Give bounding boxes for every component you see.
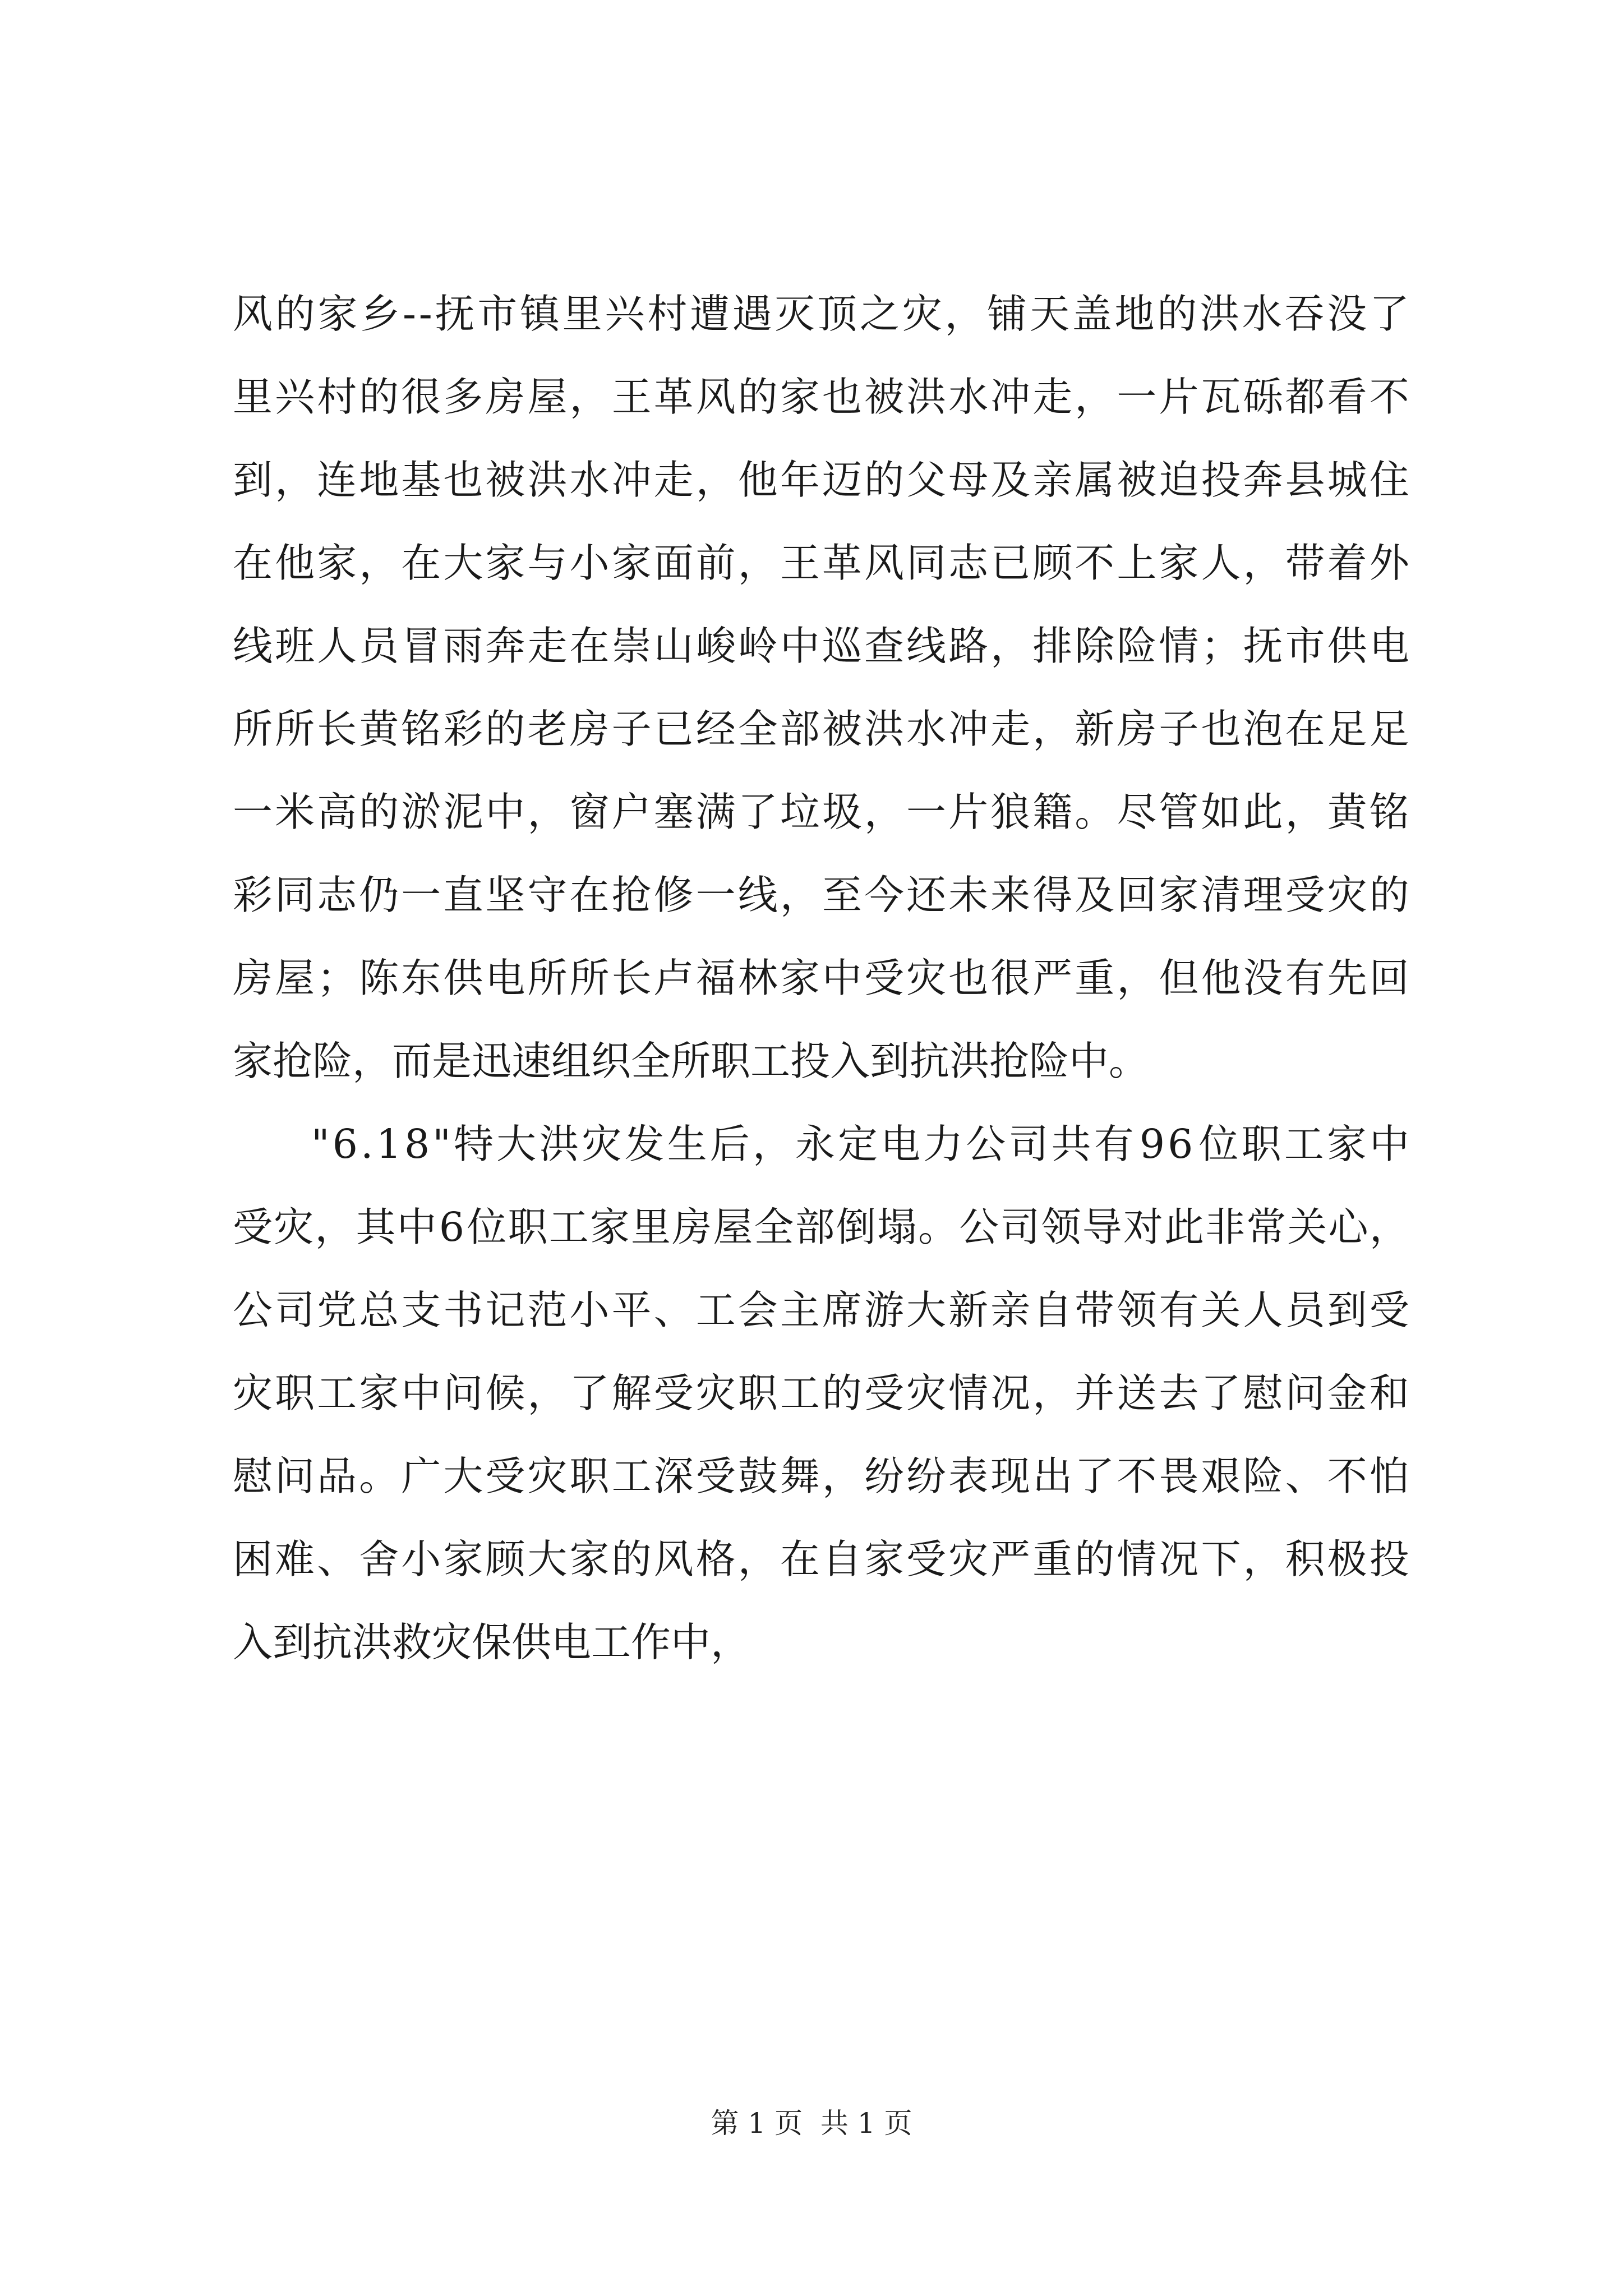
paragraph-1-line-1: 风 的 家 乡 - - 抚 市 镇 里 兴 村 遭 遇 灭 顶 之 灾 ， 铺 天 盖 地 的 洪 水 吞 没 了	[233, 291, 1409, 337]
paragraph-1-line-2: 里 兴 村 的 很 多 房 屋 ， 王 革 风 的 家 也 被 洪 水 冲 走 ， 一 片 瓦 砾 都 看 不	[233, 374, 1409, 420]
paragraph-2-line-5: 慰 问 品 。 广 大 受 灾 职 工 深 受 鼓 舞 ， 纷 纷 表 现 出 了 不 畏 艰 险 、 不 怕	[233, 1453, 1409, 1499]
paragraph-1-line-4: 在 他 家 ， 在 大 家 与 小 家 面 前 ， 王 革 风 同 志 已 顾 不 上 家 人 ， 带 着 外	[233, 540, 1409, 586]
paragraph-2-line-2: 受 灾 ， 其 中 6 位 职 工 家 里 房 屋 全 部 倒 塌 。 公 司 领 导 对 此 非 常 关 心 ，	[233, 1204, 1409, 1250]
document-body	[233, 273, 1409, 1684]
paragraph-1-line-9: 房 屋 ； 陈 东 供 电 所 所 长 卢 福 林 家 中 受 灾 也 很 严 重 ， 但 他 没 有 先 回	[233, 955, 1409, 1001]
paragraph-1-line-7: 一 米 高 的 淤 泥 中 ， 窗 户 塞 满 了 垃 圾 ， 一 片 狼 籍 。 尽 管 如 此 ， 黄 铭	[233, 789, 1409, 835]
paragraph-1-line-3: 到 ， 连 地 基 也 被 洪 水 冲 走 ， 他 年 迈 的 父 母 及 亲 属 被 迫 投 奔 县 城 住	[233, 457, 1409, 503]
paragraph-2-line-3: 公 司 党 总 支 书 记 范 小 平 、 工 会 主 席 游 大 新 亲 自 带 领 有 关 人 员 到 受	[233, 1287, 1409, 1333]
paragraph-2-line-7: 入到抗洪救灾保供电工作中，	[233, 1619, 751, 1665]
paragraph-2-line-1: " 6 . 1 8 " 特 大 洪 灾 发 生 后 ， 永 定 电 力 公 司 共 有 9 6 位 职 工 家 中	[311, 1121, 1409, 1167]
paragraph-1-line-8: 彩 同 志 仍 一 直 坚 守 在 抢 修 一 线 ， 至 今 还 未 来 得 及 回 家 清 理 受 灾 的	[233, 872, 1409, 918]
paragraph-1-line-6: 所 所 长 黄 铭 彩 的 老 房 子 已 经 全 部 被 洪 水 冲 走 ， 新 房 子 也 泡 在 足 足	[233, 706, 1409, 752]
paragraph-1-line-5: 线 班 人 员 冒 雨 奔 走 在 崇 山 峻 岭 中 巡 查 线 路 ， 排 除 险 情 ； 抚 市 供 电	[233, 623, 1409, 669]
page-number-footer: 第 1 页 共 1 页	[711, 2107, 912, 2139]
paragraph-2-line-6: 困 难 、 舍 小 家 顾 大 家 的 风 格 ， 在 自 家 受 灾 严 重 的 情 况 下 ， 积 极 投	[233, 1536, 1409, 1582]
paragraph-1-line-10: 家抢险，而是迅速组织全所职工投入到抗洪抢险中。	[233, 1038, 1149, 1084]
paragraph-2-line-4: 灾 职 工 家 中 问 候 ， 了 解 受 灾 职 工 的 受 灾 情 况 ， 并 送 去 了 慰 问 金 和	[233, 1370, 1409, 1416]
